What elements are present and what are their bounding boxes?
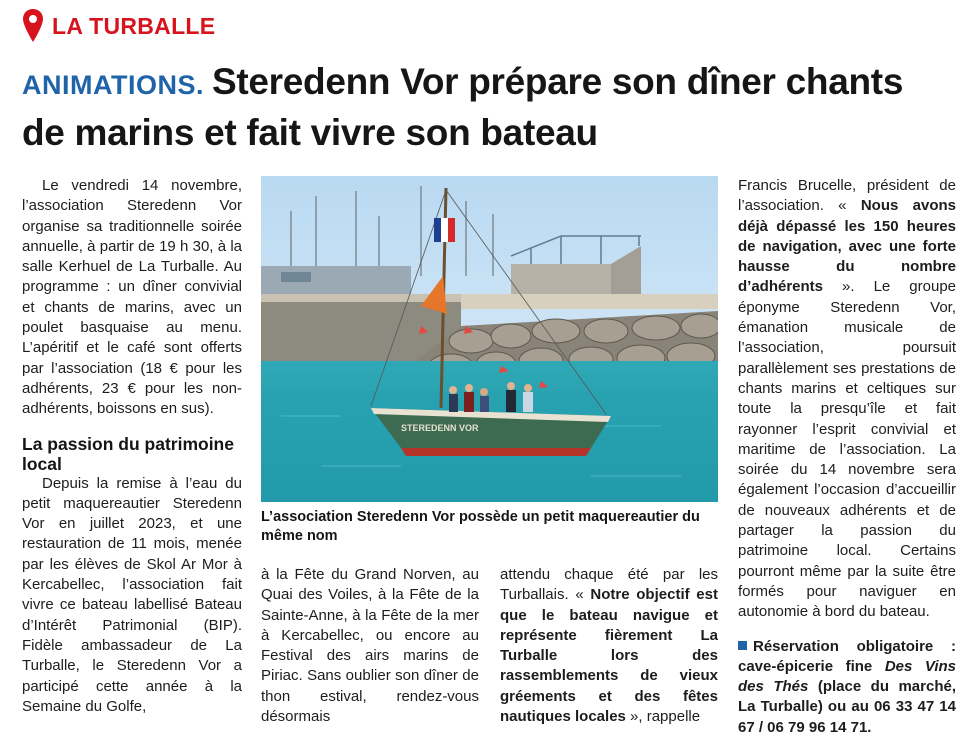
president-quote: Nous avons déjà dépassé les 150 heures de navigation, avec une forte hausse du nombre d’adhérents [738,197,956,296]
column-4 [738,176,956,738]
column-2 [261,565,479,727]
reservation-place: cave-épicerie fine [738,657,885,675]
column-3 [500,565,718,727]
president-paragraph [738,176,956,623]
objective-tail: », rappelle [625,708,701,726]
location-kicker [22,8,215,44]
section-tag: ANIMATIONS. [22,70,204,100]
boat-photo [261,176,718,502]
reservation-contact: (place du marché, La Turballe) ou au 06 33 47 14 67 / 06 79 96 14 71. [738,678,956,736]
reservation-label: Réservation obligatoire : [753,637,956,655]
harbor-illustration [261,176,718,502]
location-label: LA TURBALLE [52,12,216,39]
hull-name: STEREDENN VOR [401,423,479,433]
headline [22,58,952,156]
events-paragraph: à la Fête du Grand Norven, au Quai des Voiles, à la Fête de la Sainte-Anne, à la Fête de la mer à Kercabellec, ou encore au Festival des airs marins de Piriac. Sans oublier son dîner de thon estival, rendez-vous désormais [261,566,479,726]
column-1 [22,176,242,717]
president-rest: ». Le groupe éponyme Steredenn Vor, émanation musicale de l’association, poursuit parallèlement ses prestations de chants marins et celtiques sur toute la presqu’île et fait rayonner l’esprit convivial et maritime de l’association. La soirée du 14 novembre sera également l’occasion d’accueillir de nouveaux adhérents et de partager la passion du patrimoine local. Certains pourront même par la suite être formés pour naviguer en autonomie à bord du bateau. [738,278,956,621]
shop-name: Des Vins des Thés [738,657,956,696]
photo-caption: L’association Steredenn Vor possède un petit maquereautier du même nom [261,509,700,544]
intro-paragraph: Le vendredi 14 novembre, l’association Steredenn Vor organise sa traditionnelle soirée annuelle, à partir de 19 h 30, à la salle Kerhuel de La Turballe. Au programme : un dîner convivial et chants de marins, avec un poulet basquaise au menu. L’apéritif et le café sont offerts par l’association (18 € pour les adhérents, 23 € pour les non-adhérents, boissons en sus). [22,177,242,418]
objective-paragraph [500,565,718,727]
objective-intro: attendu chaque été par les Turballais. « [500,566,718,604]
subheading: La passion du patrimoine local [22,433,234,474]
reservation-info [738,637,956,738]
objective-quote: Notre objectif est que le bateau navigue et représente fièrement La Turballe lors des rassemblements de vieux gréements et des fêtes nautiques locales [500,586,718,726]
headline-title: Steredenn Vor prépare son dîner chants de marins et fait vivre son bateau [22,61,904,153]
heritage-paragraph: Depuis la remise à l’eau du petit maquereautier Steredenn Vor en juillet 2023, et une restauration de 11 mois, menée par les élèves de Skol Ar Mor à Kercabellec, l’association fait vivre ce bateau labellisé Bateau d’Intérêt Patrimonial (BIP). Fidèle ambassadeur de La Turballe, le Steredenn Vor a participé cette année à la Semaine du Golfe, [22,474,242,715]
map-pin-icon [22,8,44,44]
bullet-square-icon [738,641,747,650]
president-intro: Francis Brucelle, président de l’association. « [738,177,956,215]
